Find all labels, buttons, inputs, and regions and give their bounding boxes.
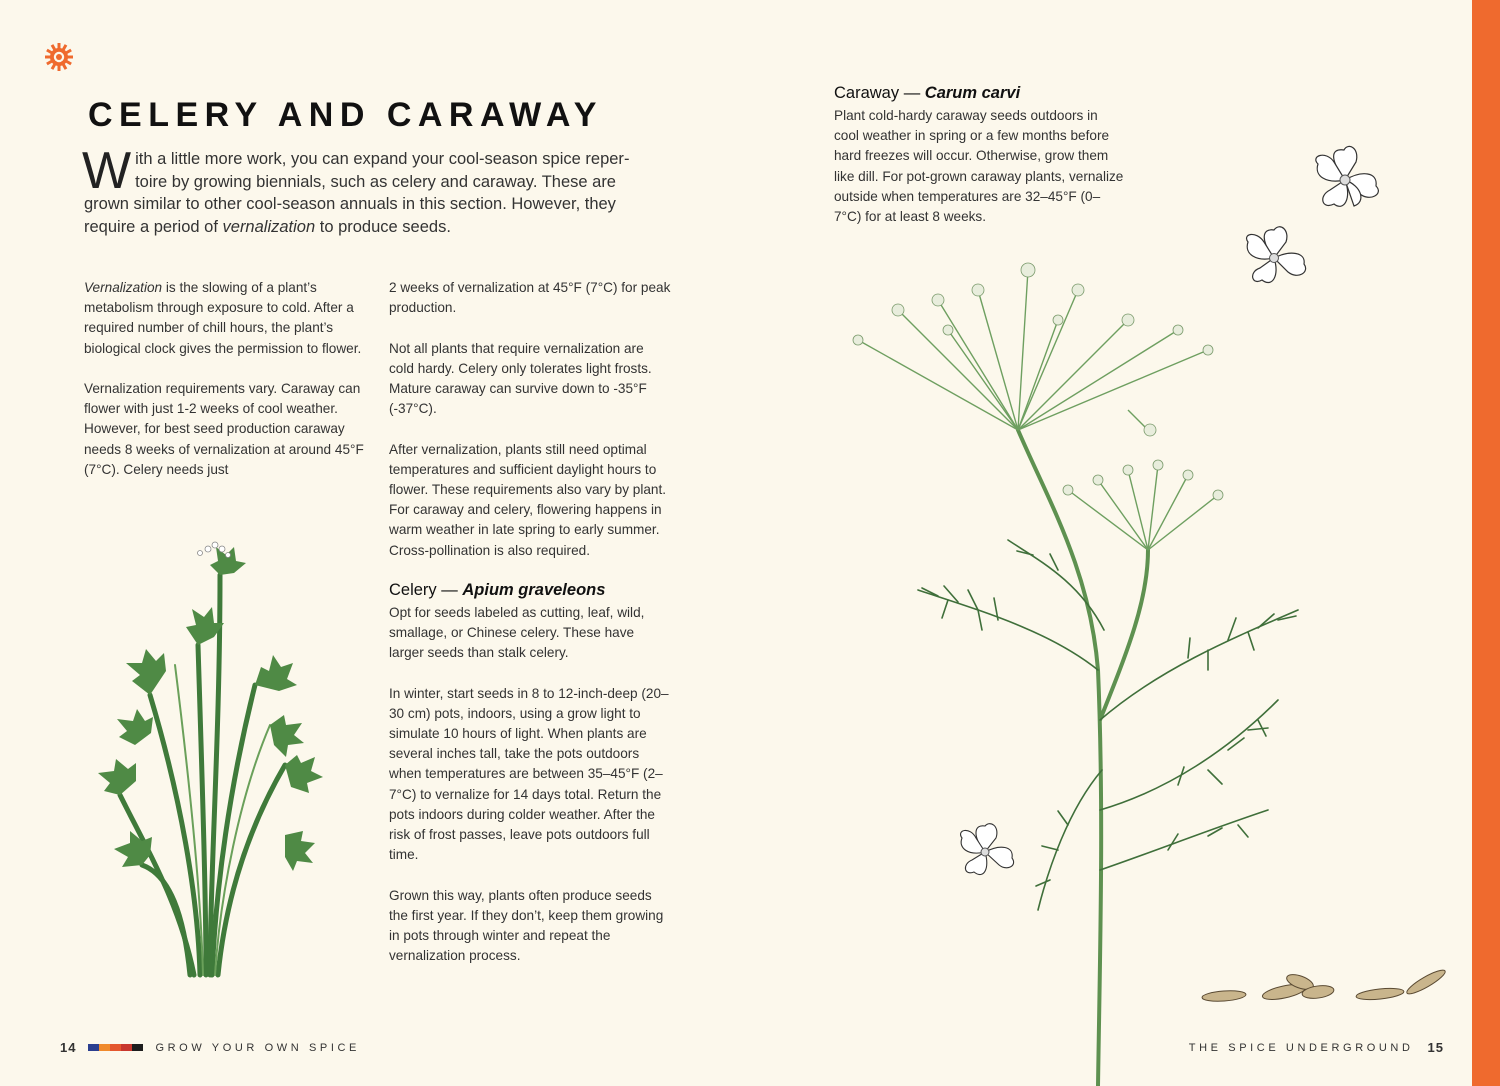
paragraph: 2 weeks of vernalization at 45°F (7°C) for peak production. — [389, 280, 671, 316]
intro-text-end: to produce seeds. — [315, 217, 451, 236]
caraway-flower-illustration — [1300, 140, 1390, 220]
column-2 — [389, 278, 671, 987]
column-1 — [84, 278, 366, 500]
paragraph: After vernalization, plants still need optimal temperatures and sufficient daylight hours to flower. These requirements also vary by plant. For caraway and celery, flowering happens in warm weather in late spring to early summer. Cross-pollination is also required. — [389, 441, 667, 558]
celery-latin-name: Apium graveleons — [462, 580, 606, 599]
caraway-heading — [834, 82, 1124, 104]
caraway-flower-illustration — [1234, 222, 1314, 296]
paragraph: Plant cold-hardy caraway seeds outdoors in cool weather in spring or a few months before hard freezes will occur. Otherwise, grow them like dill. For pot-grown caraway plants, vernalize outside when temperatures are 32–45°F (0–7°C) for at least 8 weeks. — [834, 108, 1124, 225]
paragraph — [84, 278, 366, 359]
running-head-right: THE SPICE UNDERGROUND — [1188, 1041, 1414, 1054]
sun-icon — [44, 42, 74, 72]
caraway-heading-text: Caraway — — [834, 84, 925, 102]
page-title: CELERY AND CARAWAY — [88, 96, 603, 134]
caraway-flower-illustration — [950, 820, 1020, 886]
paragraph-text: is the slowing of a plant’s metabolism through exposure to cold. After a required number of chill hours, the plant’s biological clock gives the permission to flower. — [84, 280, 362, 356]
drop-cap: W — [82, 142, 132, 200]
footer-right — [1189, 1040, 1444, 1055]
footer-left — [60, 1040, 360, 1055]
celery-illustration — [80, 535, 350, 985]
intro-text: ith a little more work, you can expand your cool-season spice repertoire by growing biennials, such as celery and caraway. These are grown similar to other cool-season annuals in this section. However, they require a period of — [84, 150, 630, 236]
page-number-right: 15 — [1427, 1040, 1444, 1055]
caraway-seeds-illustration — [1196, 962, 1452, 1010]
paragraph: In winter, start seeds in 8 to 12-inch-deep (20–30 cm) pots, indoors, using a grow light to simulate 10 hours of light. When plants are several inches tall, take the pots outdoors when temperatures are between 35–45°F (2–7°C) to vernalize for 14 days total. Return the pots indoors during colder weather. After the risk of frost passes, leave pots outdoors full time. — [389, 685, 669, 863]
celery-heading-text: Celery — — [389, 580, 463, 599]
intro-emphasis: vernalization — [222, 217, 316, 236]
intro-paragraph — [82, 142, 644, 238]
page-number-left: 14 — [60, 1040, 77, 1055]
page-edge-accent — [1472, 0, 1500, 1086]
running-head-left: GROW YOUR OWN SPICE — [155, 1041, 360, 1054]
paragraph: Not all plants that require vernalization are cold hardy. Celery only tolerates light frosts. Mature caraway can survive down to -35°F (-37°C). — [389, 340, 652, 417]
celery-heading — [389, 579, 671, 601]
caraway-latin-name: Carum carvi — [924, 84, 1021, 102]
caraway-illustration — [828, 250, 1368, 1086]
term-vernalization: Vernalization — [84, 280, 163, 295]
paragraph: Opt for seeds labeled as cutting, leaf, wild, smallage, or Chinese celery. These have larger seeds than stalk celery. — [389, 604, 645, 661]
paragraph: Vernalization requirements vary. Caraway can flower with just 1-2 weeks of cool weather. However, for best seed production caraway needs 8 weeks of vernalization at around 45°F (7°C). Celery needs just — [84, 381, 364, 477]
paragraph: Grown this way, plants often produce seeds the first year. If they don’t, keep them growing in pots through winter and repeat the vernalization process. — [389, 887, 664, 964]
color-swatch-bar — [88, 1044, 143, 1051]
column-3 — [834, 82, 1124, 247]
